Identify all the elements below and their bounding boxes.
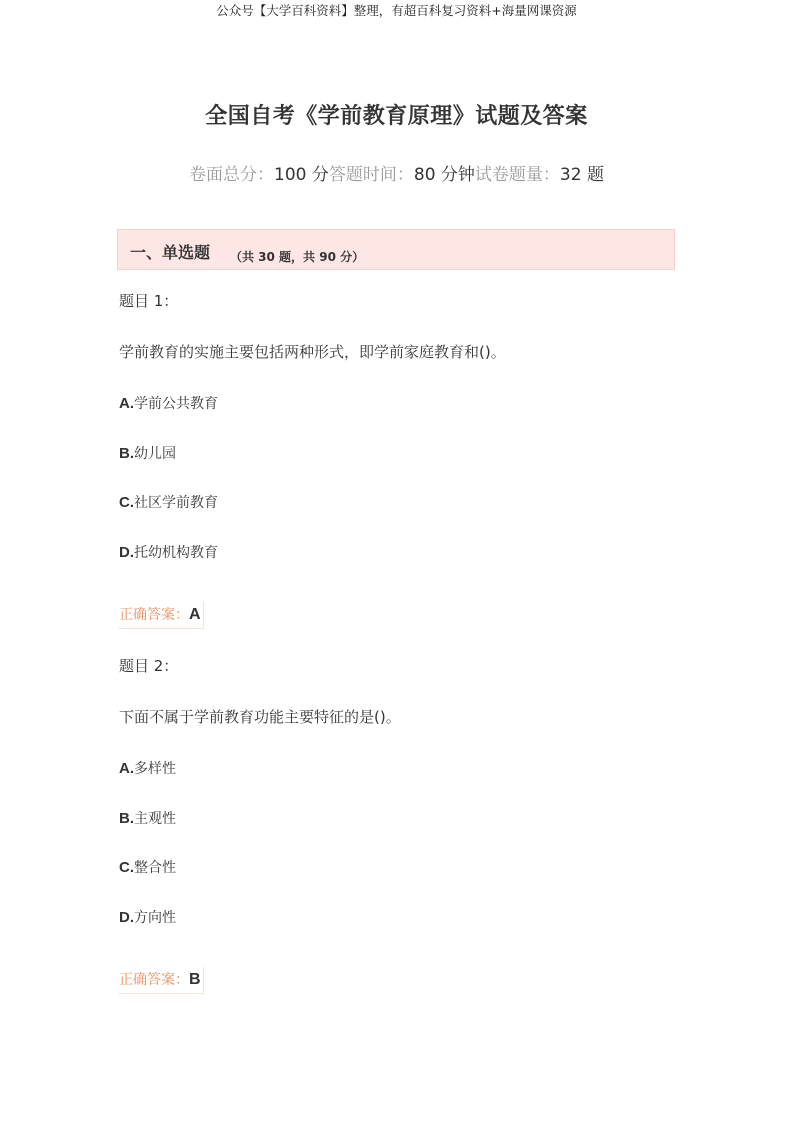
exam-meta <box>0 160 793 185</box>
total-score-value: 100 分 <box>274 165 329 185</box>
section-banner <box>117 229 675 270</box>
question-stem: 下面不属于学前教育功能主要特征的是()。 <box>119 708 401 726</box>
option-a <box>119 393 218 413</box>
option-d <box>119 542 218 562</box>
time-value: 80 分钟 <box>413 165 475 185</box>
option-text: 方向性 <box>134 910 176 926</box>
option-key: C. <box>119 494 134 511</box>
answer-label: 正确答案： <box>119 607 189 623</box>
time-label: 答题时间： <box>328 165 414 185</box>
document-title: 全国自考《学前教育原理》试题及答案 <box>205 104 588 129</box>
option-text: 整合性 <box>134 860 176 876</box>
option-text: 幼儿园 <box>134 446 176 462</box>
option-c <box>119 492 218 512</box>
option-d <box>119 907 176 927</box>
answer-value: B <box>189 971 201 988</box>
option-key: A. <box>119 760 134 777</box>
question-count-value: 32 题 <box>559 165 604 185</box>
option-key: C. <box>119 859 134 876</box>
section-title: 一、单选题 <box>130 243 211 262</box>
option-key: B. <box>119 445 134 462</box>
option-text: 托幼机构教育 <box>134 545 218 561</box>
option-key: A. <box>119 395 134 412</box>
header-note: 公众号【大学百科资料】整理，有超百科复习资料+海量网课资源 <box>216 3 577 18</box>
question-label: 题目 2： <box>119 657 179 675</box>
answer-label: 正确答案： <box>119 972 189 988</box>
question-stem: 学前教育的实施主要包括两种形式，即学前家庭教育和()。 <box>119 343 506 361</box>
option-key: B. <box>119 810 134 827</box>
option-text: 社区学前教育 <box>134 495 218 511</box>
option-b <box>119 808 176 828</box>
answer-value: A <box>189 606 201 623</box>
section-subtitle: （共 30 题，共 90 分） <box>230 250 365 264</box>
option-a <box>119 758 176 778</box>
option-c <box>119 857 176 877</box>
option-key: D. <box>119 909 134 926</box>
option-text: 主观性 <box>134 811 176 827</box>
option-text: 学前公共教育 <box>134 396 218 412</box>
correct-answer <box>118 602 204 629</box>
question-label: 题目 1： <box>119 292 179 310</box>
question-count-label: 试卷题量： <box>474 165 560 185</box>
option-text: 多样性 <box>134 761 176 777</box>
correct-answer <box>118 967 204 994</box>
total-score-label: 卷面总分： <box>189 165 275 185</box>
option-key: D. <box>119 544 134 561</box>
option-b <box>119 443 176 463</box>
